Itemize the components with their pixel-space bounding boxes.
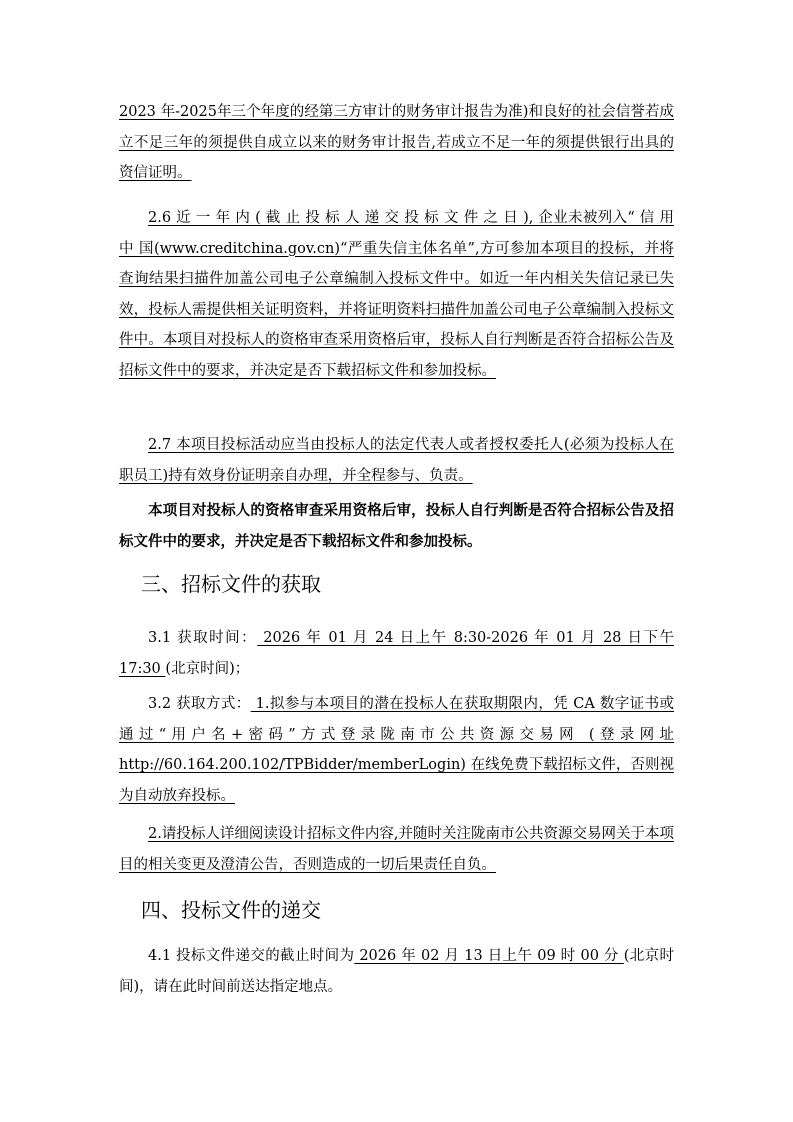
underlined-text: 2.7 本项目投标活动应当由投标人的法定代表人或者授权委托人(必须为投标人在职员工)持有效身份证明亲自办理，并全程参与、负责。 (119, 437, 674, 484)
paragraph-3-2 (119, 689, 674, 811)
paragraph-2-6 (119, 203, 674, 386)
paragraph-4-1 (119, 941, 674, 1002)
underlined-text: 2023 年-2025年三个年度的经第三方审计的财务审计报告为准)和良好的社会信誉若成立不足三年的须提供自成立以来的财务审计报告,若成立不足一年的须提供银行出具的资信证明。 (119, 104, 674, 181)
timezone-note: (北京时间)； (165, 660, 250, 677)
deadline-time-value: 2026 年 02 月 13 日上午 09 时 00 分 (354, 948, 624, 964)
paragraph-3-1 (119, 623, 674, 684)
underlined-text: 2.请投标人详细阅读设计招标文件内容,并随时关注陇南市公共资源交易网关于本项目的相关变更及澄清公告，否则造成的一切后果责任自负。 (119, 826, 674, 873)
bold-qualification-note: 本项目对投标人的资格审查采用资格后审，投标人自行判断是否符合招标公告及招标文件中的要求，并决定是否下载招标文件和参加投标。 (119, 503, 674, 550)
acquisition-method-value: 1.拟参与本项目的潜在投标人在获取期限内，凭 CA 数字证书或通过“用户名+密码”方式登录陇南市公共资源交易网 (登录网址 http://60.164.200.102/TPBidder/memberLogin) 在线免费下载招标文件，否则视为自动放弃投标。 (119, 696, 674, 804)
timezone-note: (北京时间)，请在此时间前送达指定地点。 (119, 948, 674, 995)
label-text: 3.1 获取时间： (148, 630, 258, 646)
underlined-text: 2.6 近 一 年 内 ( 截 止 投 标 人 递 交 投 标 文 件 之 日 ), 企业未被列入“ 信 用 中 国(www.creditchina.gov.cn)“严重失信主体名单”,方可参加本项目的投标，并将查询结果扫描件加盖公司电子公章编制入投标文件中。如近一年内相关失信记录已失效，投标人需提供相关证明资料，并将证明资料扫描件加盖公司电子公章编制入投标文件中。本项目对投标人的资格审查采用资格后审，投标人自行判断是否符合招标公告及招标文件中的要求，并决定是否下载招标文件和参加投标。 (119, 210, 674, 379)
paragraph-3-2-item-2 (119, 819, 674, 880)
paragraph-2-5-continued (119, 97, 674, 189)
section-4-heading: 四、投标文件的递交 (141, 898, 321, 922)
section-3-heading: 三、招标文件的获取 (141, 572, 321, 596)
acquisition-time-value: 2026 年 01 月 24 日上午 8:30-2026 年 01 月 28 日下午 17:30 (119, 630, 675, 677)
paragraph-2-7 (119, 430, 674, 491)
label-text: 4.1 投标文件递交的截止时间为 (148, 948, 355, 964)
label-text: 3.2 获取方式： (148, 696, 251, 712)
